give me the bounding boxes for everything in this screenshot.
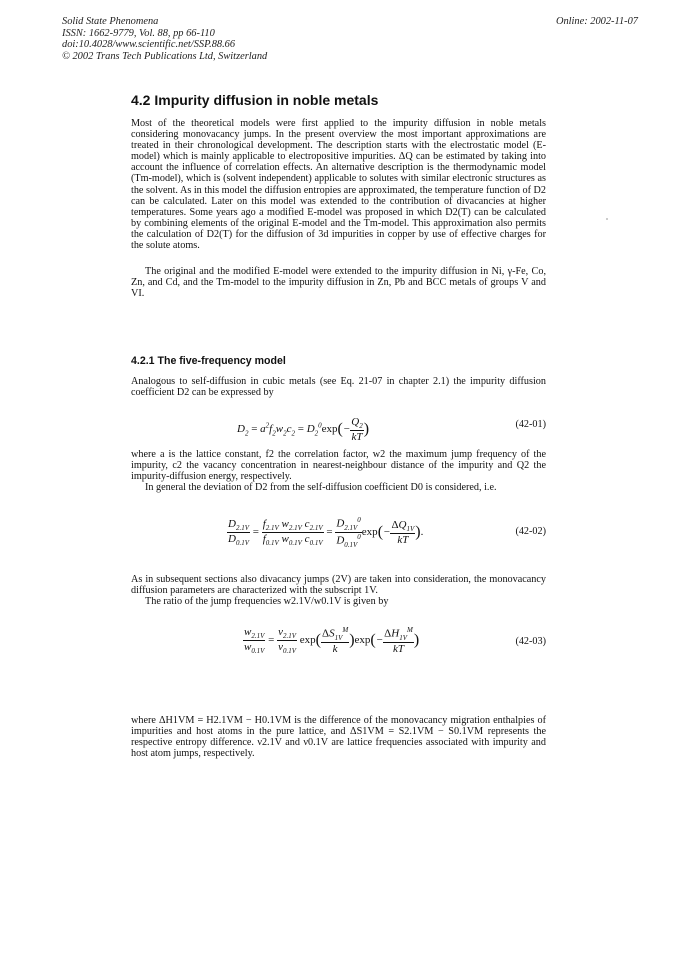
- paragraph-text: As in subsequent sections also divacancy jumps (2V) are taken into consideration, the monovacancy diffusion parameters are characterized with the subscript 1V.: [131, 574, 546, 597]
- equation-number: (42-02): [515, 526, 546, 537]
- citation-block: [62, 16, 267, 62]
- paragraph-text: Analogous to self-diffusion in cubic metals (see Eq. 21-07 in chapter 2.1) the impurity diffusion coefficient D2 can be expressed by: [131, 376, 546, 399]
- section-title: 4.2 Impurity diffusion in noble metals: [131, 92, 379, 108]
- equation-number: (42-01): [515, 419, 546, 430]
- paragraph-analogous: [131, 376, 546, 398]
- paragraph-text: Most of the theoretical models were first applied to the impurity diffusion in noble metals considering monovacancy jumps. In the present overview the most important approximations are treated in their chronological development. The description starts with the electrostatic model (E-model) which is mainly applicable to electropositive impurities. ΔQ can be estimated by taking into account the influence of correlation effects. An alternative description is the thermodynamic model (Tm-model), which is (solvent independent) applicable to solutes with similar electronic structures as the solvent. As in this model the diffusion entropies are approximated, the temperature function of D2 can be calculated. Later on this model was extended to the contribution of divacancies at higher temperatures. Some years ago a modified E-model was proposed in which D2(T) can be calculated by combining elements of the original E-model and the Tm-model. This approximation also permits the calculation of D2(T) for the diffusion of 3d impurities in copper by use of effective charges for the solute atoms.: [131, 118, 546, 252]
- paragraph-text: In general the deviation of D2 from the self-diffusion coefficient D0 is considered, i.e.: [145, 482, 497, 494]
- doi-line: doi:10.4028/www.scientific.net/SSP.88.66: [62, 39, 236, 51]
- paragraph-text: where a is the lattice constant, f2 the correlation factor, w2 the maximum jump frequency of the impurity, c2 the vacancy concentration in nearest-neighbour distance of the impurity and Q2 the impurity-diffusion energy, respectively.: [131, 449, 546, 483]
- paragraph-divacancy: [131, 574, 546, 607]
- paragraph-definitions: [131, 449, 546, 493]
- equation-42-02: [131, 514, 546, 554]
- issn-line: ISSN: 1662-9779, Vol. 88, pp 66-110: [62, 27, 215, 39]
- paragraph-enthalpy: [131, 715, 546, 759]
- equation-42-03: [131, 624, 546, 668]
- equation-number: (42-03): [515, 636, 546, 647]
- paragraph-text: The ratio of the jump frequencies w2.1V/w0.1V is given by: [145, 596, 389, 608]
- equation-body: $\frac{D_{2.1V}}{D_{0.1V}}$ = $\frac{f_{2.1V} w_{2.1V} c_{2.1V}}{f_{0.1V} w_{0.1V} c_{0.1V}}$ = $\frac{D_{2.1V}^0}{D_{0.1V}^0}$ exp(− $\frac{\Delta Q_{1V}}{kT}$ ).: [228, 516, 424, 549]
- equation-body: $D_2 = a^2f_2w_2c_2 = D_2^0\exp(-$ $\frac{Q_2}{kT}$ ): [237, 416, 370, 444]
- equation-body: $\frac{w_{2.1V}}{w_{0.1V}}$ = $\frac{\nu_{2.1V}}{\nu_{0.1V}}$ exp( $\frac{\Delta S_{1V}^M}{k}$ )exp(− $\frac{\Delta H_{1V}^M}{kT}$ ): [244, 626, 420, 656]
- online-date: Online: 2002-11-07: [555, 16, 638, 27]
- paragraph-text: where ΔH1VM = H2.1VM − H0.1VM is the difference of the monovacancy migration enthalpies of impurities and host atoms in the pure lattice, and ΔS1VM = S2.1VM − S0.1VM represents the respective entropy difference. ν2.1V and ν0.1V are lattice frequencies associated with impurity and host atom jumps, respectively.: [131, 715, 546, 760]
- paragraph-extension: [131, 266, 546, 299]
- paragraph-text: The original and the modified E-model were extended to the impurity diffusion in Ni, γ-Fe, Co, Zn, and Cd, and the Tm-model to the impurity diffusion in Zn, Pb and BCC metals of groups V and VI.: [131, 266, 546, 300]
- journal-name: Solid State Phenomena: [62, 16, 159, 27]
- paragraph-intro: [131, 118, 546, 251]
- scan-speck: [606, 218, 608, 220]
- copyright-line: © 2002 Trans Tech Publications Ltd, Switzerland: [62, 50, 268, 62]
- subsection-title: 4.2.1 The five-frequency model: [131, 355, 286, 367]
- equation-42-01: [131, 412, 546, 442]
